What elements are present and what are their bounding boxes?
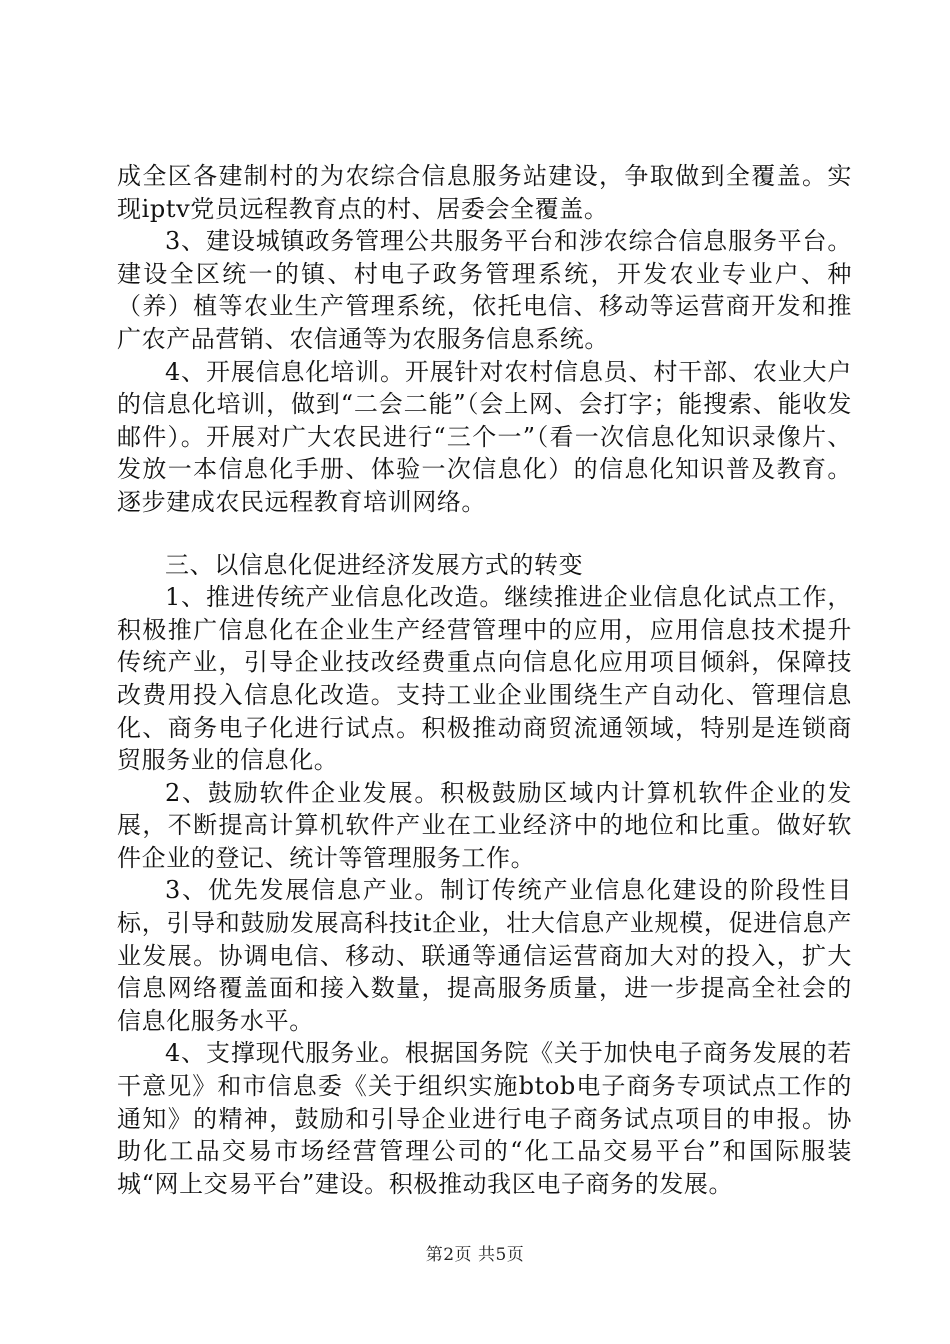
paragraph-item-3-information-industry: 3、优先发展信息产业。制订传统产业信息化建设的阶段性目标，引导和鼓励发展高科技it企业，壮大信息产业规模，促进信息产业发展。协调电信、移动、联通等通信运营商加大对的投入，扩大信息网络覆盖面和接入数量，提高服务质量，进一步提高全社会的信息化服务水平。 [117,876,852,1035]
paragraph-item-3-platform: 3、建设城镇政务管理公共服务平台和涉农综合信息服务平台。建设全区统一的镇、村电子政务管理系统，开发农业专业户、种（养）植等农业生产管理系统，依托电信、移动等运营商开发和推广农产品营销、农信通等为农服务信息系统。 [117,227,852,353]
document-body [117,160,852,1200]
paragraph-item-4-modern-services: 4、支撑现代服务业。根据国务院《关于加快电子商务发展的若干意见》和市信息委《关于组织实施btob电子商务专项试点工作的通知》的精神，鼓励和引导企业进行电子商务试点项目的申报。协助化工品交易市场经营管理公司的“化工品交易平台”和国际服装城“网上交易平台”建设。积极推动我区电子商务的发展。 [117,1039,852,1198]
paragraph-item-1-traditional-industry: 1、推进传统产业信息化改造。继续推进企业信息化试点工作，积极推广信息化在企业生产经营管理中的应用，应用信息技术提升传统产业，引导企业技改经费重点向信息化应用项目倾斜，保障技改费用投入信息化改造。支持工业企业围绕生产自动化、管理信息化、商务电子化进行试点。积极推动商贸流通领域，特别是连锁商贸服务业的信息化。 [117,583,852,775]
section-heading: 三、以信息化促进经济发展方式的转变 [165,550,584,579]
continued-paragraph: 成全区各建制村的为农综合信息服务站建设，争取做到全覆盖。实现iptv党员远程教育点的村、居委会全覆盖。 [117,162,852,223]
section-spacer [117,519,852,549]
page-number-footer: 第2页 共5页 [425,1245,525,1265]
paragraph-item-2-software: 2、鼓励软件企业发展。积极鼓励区域内计算机软件企业的发展，不断提高计算机软件产业在工业经济中的地位和比重。做好软件企业的登记、统计等管理服务工作。 [117,778,852,872]
paragraph-item-4-training: 4、开展信息化培训。开展针对农村信息员、村干部、农业大户的信息化培训，做到“二会二能”（会上网、会打字；能搜索、能收发邮件）。开展对广大农民进行“三个一”（看一次信息化知识录像片、发放一本信息化手册、体验一次信息化）的信息化知识普及教育。逐步建成农民远程教育培训网络。 [117,357,852,516]
